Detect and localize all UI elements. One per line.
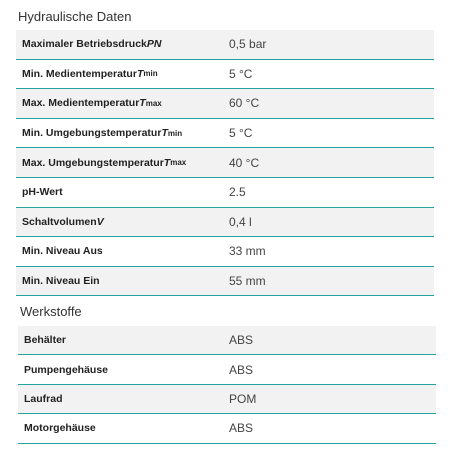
row-label: Max. Umgebungstemperatur T max bbox=[22, 156, 187, 169]
row-label: Max. Medientemperatur T max bbox=[22, 97, 162, 110]
row-label: Min. Niveau Aus bbox=[22, 245, 103, 258]
row-label: Min. Umgebungstemperatur T min bbox=[22, 127, 183, 140]
row-value: 2.5 bbox=[229, 185, 246, 200]
row-label: Pumpengehäuse bbox=[24, 363, 109, 376]
row-value: ABS bbox=[229, 421, 254, 436]
row-label: Behälter bbox=[24, 334, 67, 347]
row-value: 0,4 l bbox=[229, 214, 252, 229]
materials-title: Werkstoffe bbox=[20, 304, 82, 319]
row-value: ABS bbox=[229, 333, 254, 348]
table-row bbox=[16, 208, 434, 238]
row-value: 40 °C bbox=[229, 155, 260, 170]
row-label: Schaltvolumen V bbox=[22, 215, 104, 228]
row-value: ABS bbox=[229, 362, 254, 377]
table-row bbox=[18, 414, 436, 443]
table-row bbox=[18, 355, 436, 384]
table-row bbox=[16, 60, 434, 90]
row-value: 33 mm bbox=[229, 244, 266, 259]
row-label: pH-Wert bbox=[22, 186, 63, 199]
row-label: Min. Medientemperatur T min bbox=[22, 67, 158, 80]
row-label: Laufrad bbox=[24, 392, 63, 405]
table-row bbox=[16, 89, 434, 119]
row-label: Motorgehäuse bbox=[24, 422, 96, 435]
row-label: Min. Niveau Ein bbox=[22, 275, 100, 288]
row-value: 5 °C bbox=[229, 126, 253, 141]
row-value: 5 °C bbox=[229, 66, 253, 81]
row-label: Maximaler Betriebsdruck PN bbox=[22, 38, 162, 51]
table-row bbox=[16, 119, 434, 149]
table-row bbox=[16, 30, 434, 60]
table-row bbox=[18, 385, 436, 414]
row-value: 0,5 bar bbox=[229, 37, 267, 52]
row-value: 55 mm bbox=[229, 274, 266, 289]
hydraulic-data-table bbox=[16, 30, 434, 296]
row-value: POM bbox=[229, 391, 257, 406]
table-row bbox=[18, 326, 436, 355]
table-row bbox=[16, 237, 434, 267]
hydraulic-data-title: Hydraulische Daten bbox=[18, 9, 132, 24]
materials-table bbox=[18, 326, 436, 444]
table-row bbox=[16, 148, 434, 178]
table-row bbox=[16, 178, 434, 208]
row-value: 60 °C bbox=[229, 96, 260, 111]
table-row bbox=[16, 267, 434, 297]
